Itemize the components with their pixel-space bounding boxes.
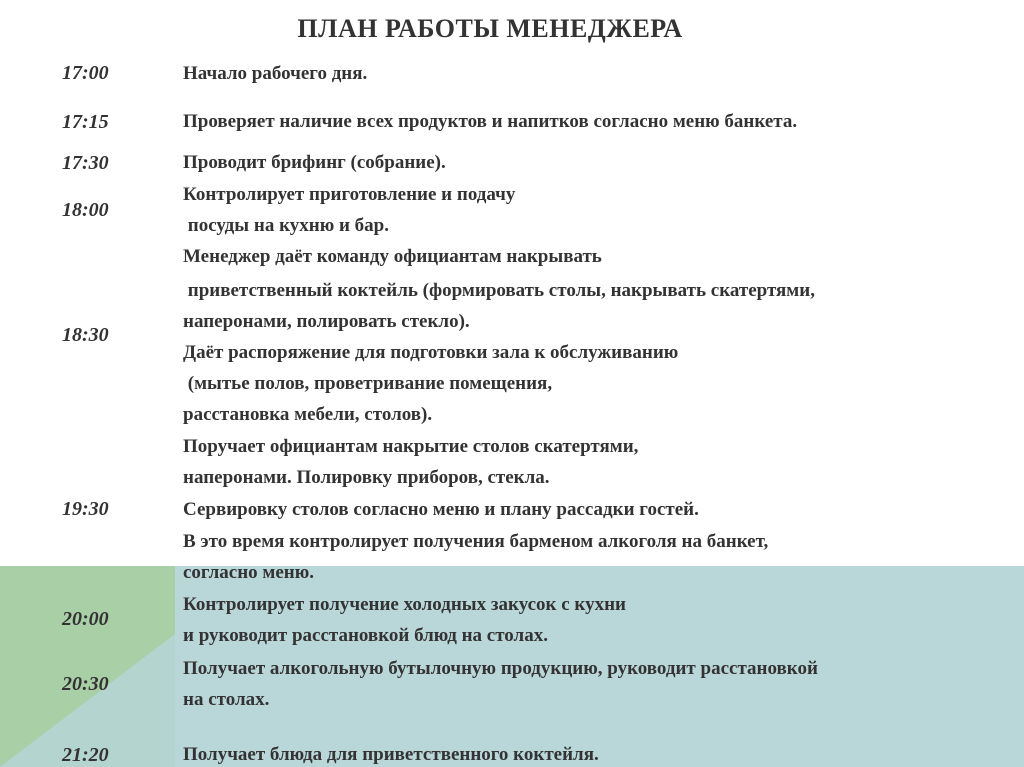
time-label: 18:00 <box>62 199 109 221</box>
task-line: Получает блюда для приветственного коктейля. <box>183 744 599 765</box>
task-line: согласно меню. <box>183 562 314 583</box>
time-label: 17:00 <box>62 62 109 84</box>
task-line: приветственный коктейль (формировать столы, накрывать скатертями, <box>183 280 815 301</box>
task-line: наперонами. Полировку приборов, стекла. <box>183 467 550 488</box>
page-title: ПЛАН РАБОТЫ МЕНЕДЖЕРА <box>297 14 683 43</box>
task-line: расстановка мебели, столов). <box>183 404 433 425</box>
task-line: на столах. <box>183 689 270 710</box>
time-label: 21:20 <box>62 744 109 766</box>
time-label: 17:15 <box>62 111 109 133</box>
task-line: Получает алкогольную бутылочную продукцию, руководит расстановкой <box>183 658 818 679</box>
task-line: Даёт распоряжение для подготовки зала к обслуживанию <box>183 342 679 363</box>
time-label: 18:30 <box>62 324 109 346</box>
time-label: 17:30 <box>62 152 109 174</box>
task-line: наперонами, полировать стекло). <box>183 311 470 332</box>
task-line: Начало рабочего дня. <box>183 63 368 84</box>
time-label: 20:30 <box>62 673 109 695</box>
task-line: Контролирует получение холодных закусок с кухни <box>183 594 626 615</box>
task-line: В это время контролирует получения барменом алкоголя на банкет, <box>183 531 769 552</box>
time-label: 19:30 <box>62 498 109 520</box>
task-line: Проверяет наличие всех продуктов и напитков согласно меню банкета. <box>183 111 798 132</box>
task-line: и руководит расстановкой блюд на столах. <box>183 625 548 646</box>
task-line: Проводит брифинг (собрание). <box>183 152 446 173</box>
task-line: Менеджер даёт команду официантам накрывать <box>183 246 602 267</box>
task-line: Сервировку столов согласно меню и плану рассадки гостей. <box>183 499 699 520</box>
task-line: Контролирует приготовление и подачу <box>183 184 516 205</box>
task-line: посуды на кухню и бар. <box>183 215 389 236</box>
time-label: 20:00 <box>62 608 109 630</box>
task-line: (мытье полов, проветривание помещения, <box>183 373 553 394</box>
task-line: Поручает официантам накрытие столов скатертями, <box>183 436 639 457</box>
